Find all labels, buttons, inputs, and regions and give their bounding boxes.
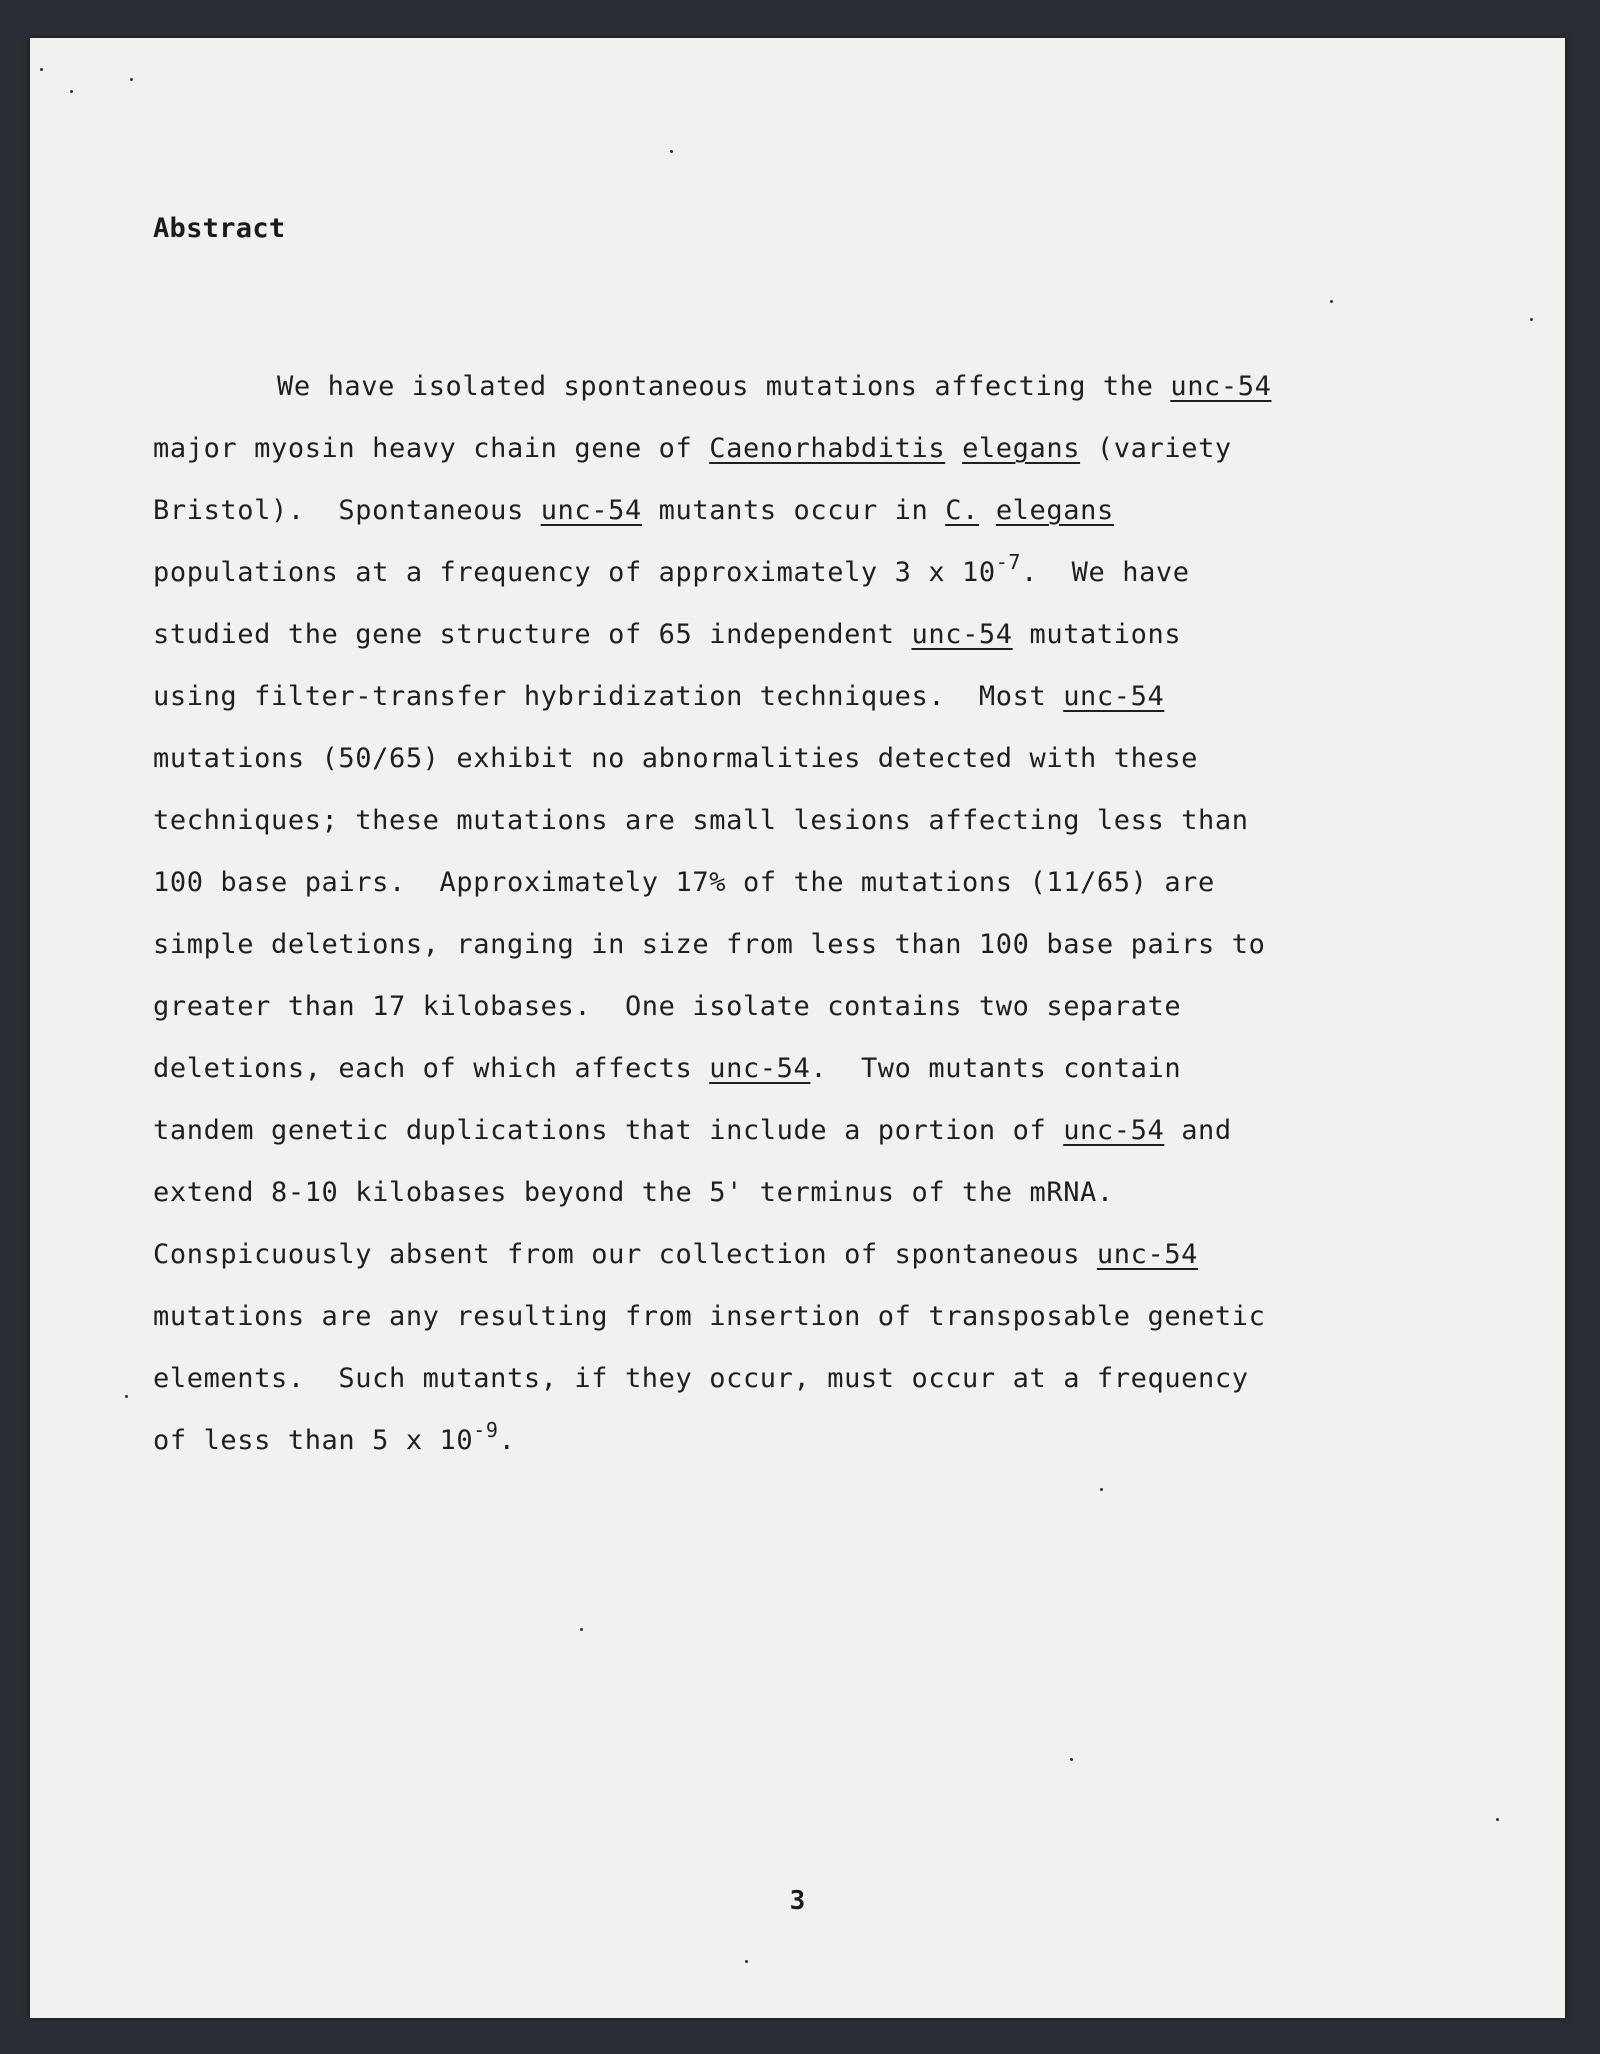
- text-run: . We have: [1021, 557, 1190, 588]
- text-line: [153, 1100, 1453, 1162]
- text-line: [153, 480, 1453, 542]
- text-run: mutants occur in: [641, 495, 946, 526]
- underlined-term: unc-54: [1063, 1115, 1165, 1146]
- text-run: We have isolated spontaneous mutations affecting the: [277, 371, 1171, 402]
- text-run: [979, 495, 996, 526]
- text-line: [153, 1410, 1453, 1472]
- underlined-term: unc-54: [1096, 1239, 1199, 1270]
- text-line: [153, 356, 1453, 418]
- text-line: [153, 1286, 1453, 1348]
- underlined-term: elegans: [995, 495, 1114, 526]
- scan-speck: [670, 150, 673, 153]
- text-run: studied the gene structure of 65 independent: [153, 619, 912, 650]
- underlined-term: unc-54: [540, 495, 642, 526]
- text-run: of less than 5 x 10: [153, 1425, 474, 1456]
- text-run: mutations: [1012, 619, 1182, 650]
- text-run: greater than 17 kilobases. One isolate contains two separate: [153, 991, 1182, 1022]
- text-run: 100 base pairs. Approximately 17% of the mutations (11/65) are: [153, 867, 1215, 898]
- text-line: [153, 666, 1453, 728]
- text-line: [153, 1038, 1453, 1100]
- text-line: [153, 852, 1453, 914]
- scan-speck: [745, 1960, 748, 1963]
- text-run: extend 8-10 kilobases beyond the 5' terminus of the mRNA.: [153, 1177, 1114, 1208]
- superscript-exponent: -9: [473, 1418, 499, 1442]
- text-line: [153, 1348, 1453, 1410]
- text-run: . Two mutants contain: [810, 1053, 1182, 1084]
- abstract-heading: Abstract: [153, 213, 286, 244]
- abstract-body: [153, 356, 1453, 1472]
- text-run: using filter-transfer hybridization techniques. Most: [153, 681, 1064, 712]
- text-run: populations at a frequency of approximately 3 x 10: [153, 557, 996, 588]
- underlined-term: Caenorhabditis: [709, 433, 946, 464]
- text-run: techniques; these mutations are small lesions affecting less than: [153, 805, 1249, 836]
- text-line: [153, 542, 1453, 604]
- scan-speck: [125, 1395, 128, 1398]
- underlined-term: elegans: [962, 433, 1081, 464]
- document-page: [30, 38, 1565, 2018]
- text-run: elements. Such mutants, if they occur, must occur at a frequency: [153, 1363, 1249, 1394]
- scan-speck: [1530, 318, 1533, 321]
- text-run: Conspicuously absent from our collection of spontaneous: [153, 1239, 1097, 1270]
- text-line: [153, 728, 1453, 790]
- scan-speck: [1070, 1758, 1073, 1761]
- text-run: Bristol). Spontaneous: [153, 495, 541, 526]
- text-run: and: [1164, 1115, 1232, 1146]
- text-line: [153, 914, 1453, 976]
- superscript-exponent: -7: [995, 550, 1022, 574]
- text-line: [153, 1224, 1453, 1286]
- scan-speck: [130, 78, 133, 81]
- text-run: .: [498, 1425, 516, 1456]
- underlined-term: unc-54: [1170, 371, 1272, 402]
- text-line: [153, 976, 1453, 1038]
- scan-speck: [1330, 300, 1333, 303]
- underlined-term: unc-54: [709, 1053, 811, 1084]
- text-line: [153, 790, 1453, 852]
- scan-speck: [580, 1628, 583, 1631]
- text-run: major myosin heavy chain gene of: [153, 433, 710, 464]
- underlined-term: unc-54: [1063, 681, 1165, 712]
- text-line: [153, 604, 1453, 666]
- text-run: [945, 433, 962, 464]
- underlined-term: C.: [945, 495, 979, 526]
- text-line: [153, 1162, 1453, 1224]
- page-number: 3: [789, 1886, 806, 1916]
- scan-speck: [1496, 1818, 1499, 1821]
- text-run: simple deletions, ranging in size from less than 100 base pairs to: [153, 929, 1266, 960]
- text-run: mutations are any resulting from insertion of transposable genetic: [153, 1301, 1266, 1332]
- text-run: mutations (50/65) exhibit no abnormalities detected with these: [153, 743, 1199, 774]
- underlined-term: unc-54: [911, 619, 1013, 650]
- text-run: tandem genetic duplications that include a portion of: [153, 1115, 1064, 1146]
- scan-speck: [40, 68, 43, 71]
- text-line: [153, 418, 1453, 480]
- scan-speck: [70, 90, 73, 93]
- text-run: deletions, each of which affects: [153, 1053, 710, 1084]
- text-run: (variety: [1080, 433, 1232, 464]
- scan-speck: [1100, 1488, 1103, 1491]
